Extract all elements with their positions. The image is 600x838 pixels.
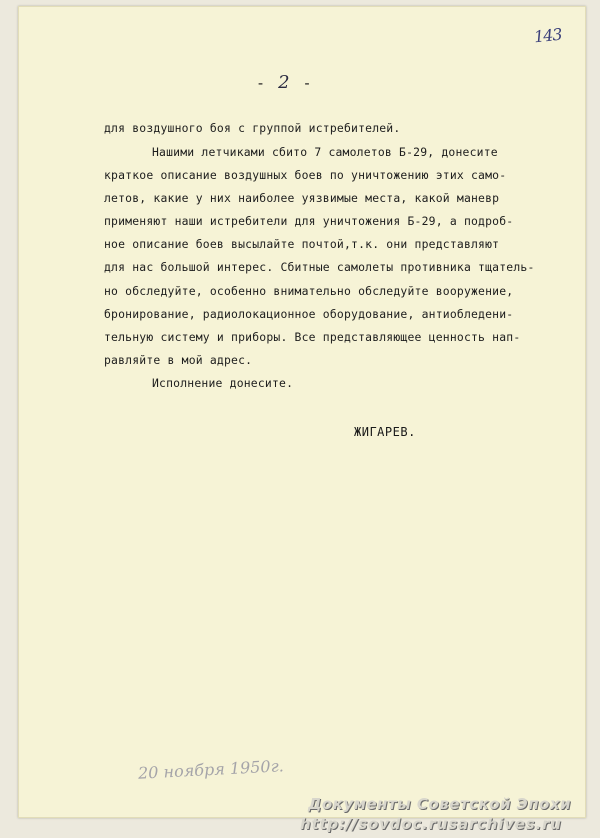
text-line: для воздушного боя с группой истребителей. (104, 121, 401, 135)
archive-folio-number: 143 (533, 24, 563, 47)
text-line: Исполнение донесите. (152, 376, 294, 390)
text-line: применяют наши истребители для уничтожения Б-29, а подроб- (104, 214, 514, 228)
text-line: тельную систему и приборы. Все представляющее ценность нап- (104, 330, 521, 344)
text-line: летов, какие у них наиболее уязвимые места, какой маневр (104, 191, 500, 205)
text-line: Нашими летчиками сбито 7 самолетов Б-29, донесите (152, 145, 498, 159)
watermark-url: http://sovdoc.rusarchives.ru (300, 815, 562, 833)
signature: ЖИГАРЕВ. (354, 425, 416, 439)
watermark-title: Документы Советской Эпохи (308, 795, 572, 813)
text-line: равляйте в мой адрес. (104, 353, 253, 367)
text-line: для нас большой интерес. Сбитные самолеты противника тщатель- (104, 260, 535, 274)
page-number-suffix: - (291, 74, 314, 92)
page-number-digit: 2 (278, 72, 292, 93)
text-line: краткое описание воздушных боев по уничтожению этих само- (104, 168, 507, 182)
text-line: бронирование, радиолокационное оборудование, антиобледени- (104, 307, 514, 321)
text-line: но обследуйте, особенно внимательно обследуйте вооружение, (104, 284, 514, 298)
page-number-prefix: - (256, 74, 279, 92)
text-line: ное описание боев высылайте почтой,т.к. они представляют (104, 237, 500, 251)
handwritten-date: 20 ноября 1950г. (137, 756, 285, 783)
page-number (256, 72, 314, 93)
